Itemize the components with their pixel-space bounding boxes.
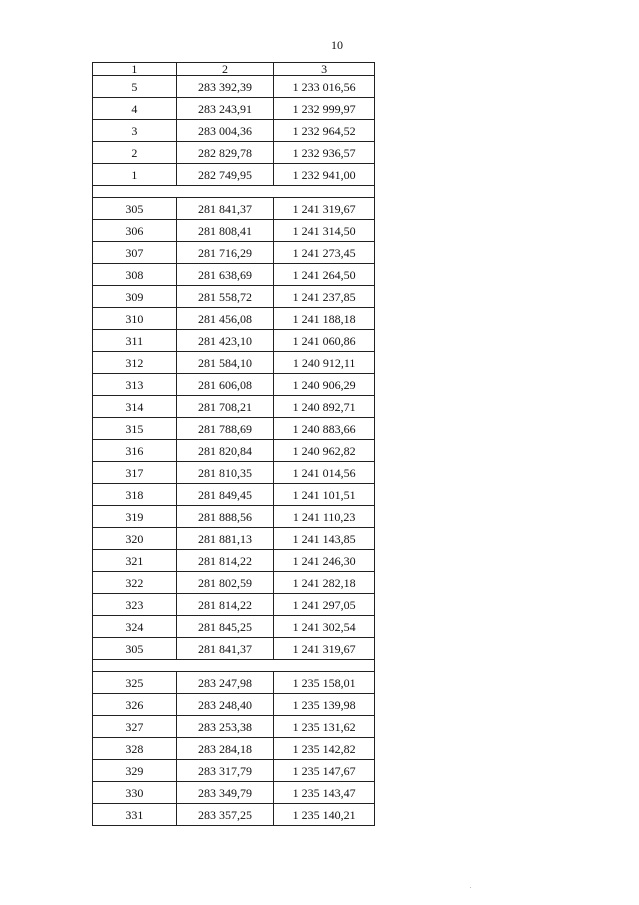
point-number-cell: 325 — [93, 672, 177, 694]
table-row — [93, 638, 375, 660]
y-coordinate-cell: 1 241 273,45 — [274, 242, 375, 264]
point-number-cell: 315 — [93, 418, 177, 440]
y-coordinate-cell: 1 241 188,18 — [274, 308, 375, 330]
group-separator-row — [93, 186, 375, 198]
table-row — [93, 550, 375, 572]
table-row — [93, 164, 375, 186]
x-coordinate-cell: 283 248,40 — [176, 694, 274, 716]
x-coordinate-cell: 281 423,10 — [176, 330, 274, 352]
page-number: 10 — [331, 38, 343, 52]
point-number-cell: 312 — [93, 352, 177, 374]
y-coordinate-cell: 1 233 016,56 — [274, 76, 375, 98]
y-coordinate-cell: 1 241 319,67 — [274, 638, 375, 660]
x-coordinate-cell: 281 881,13 — [176, 528, 274, 550]
x-coordinate-cell: 282 829,78 — [176, 142, 274, 164]
x-coordinate-cell: 281 802,59 — [176, 572, 274, 594]
y-coordinate-cell: 1 235 139,98 — [274, 694, 375, 716]
point-number-cell: 324 — [93, 616, 177, 638]
y-coordinate-cell: 1 241 246,30 — [274, 550, 375, 572]
group-separator-row — [93, 660, 375, 672]
point-number-cell: 319 — [93, 506, 177, 528]
point-number-cell: 1 — [93, 164, 177, 186]
x-coordinate-cell: 281 808,41 — [176, 220, 274, 242]
table-row — [93, 242, 375, 264]
y-coordinate-cell: 1 241 264,50 — [274, 264, 375, 286]
table-row — [93, 374, 375, 396]
x-coordinate-cell: 281 456,08 — [176, 308, 274, 330]
table-row — [93, 782, 375, 804]
x-coordinate-cell: 281 606,08 — [176, 374, 274, 396]
x-coordinate-cell: 281 558,72 — [176, 286, 274, 308]
point-number-cell: 309 — [93, 286, 177, 308]
point-number-cell: 310 — [93, 308, 177, 330]
x-coordinate-cell: 281 814,22 — [176, 550, 274, 572]
table-body — [93, 76, 375, 826]
table-header-row — [93, 63, 375, 76]
y-coordinate-cell: 1 241 143,85 — [274, 528, 375, 550]
x-coordinate-cell: 283 247,98 — [176, 672, 274, 694]
point-number-cell: 4 — [93, 98, 177, 120]
y-coordinate-cell: 1 235 140,21 — [274, 804, 375, 826]
table-row — [93, 286, 375, 308]
x-coordinate-cell: 282 749,95 — [176, 164, 274, 186]
column-header: 3 — [274, 63, 375, 76]
y-coordinate-cell: 1 240 912,11 — [274, 352, 375, 374]
y-coordinate-cell: 1 241 060,86 — [274, 330, 375, 352]
point-number-cell: 318 — [93, 484, 177, 506]
point-number-cell: 330 — [93, 782, 177, 804]
y-coordinate-cell: 1 241 014,56 — [274, 462, 375, 484]
y-coordinate-cell: 1 235 147,67 — [274, 760, 375, 782]
point-number-cell: 313 — [93, 374, 177, 396]
table-row — [93, 672, 375, 694]
table-row — [93, 572, 375, 594]
group-separator-cell — [93, 186, 375, 198]
point-number-cell: 5 — [93, 76, 177, 98]
point-number-cell: 326 — [93, 694, 177, 716]
point-number-cell: 306 — [93, 220, 177, 242]
y-coordinate-cell: 1 241 237,85 — [274, 286, 375, 308]
x-coordinate-cell: 281 708,21 — [176, 396, 274, 418]
table-row — [93, 528, 375, 550]
scan-speck — [470, 887, 471, 888]
y-coordinate-cell: 1 232 936,57 — [274, 142, 375, 164]
x-coordinate-cell: 281 820,84 — [176, 440, 274, 462]
y-coordinate-cell: 1 235 143,47 — [274, 782, 375, 804]
point-number-cell: 327 — [93, 716, 177, 738]
x-coordinate-cell: 283 392,39 — [176, 76, 274, 98]
x-coordinate-cell: 281 849,45 — [176, 484, 274, 506]
table-row — [93, 484, 375, 506]
table-row — [93, 738, 375, 760]
table-row — [93, 804, 375, 826]
y-coordinate-cell: 1 232 964,52 — [274, 120, 375, 142]
point-number-cell: 323 — [93, 594, 177, 616]
table-row — [93, 694, 375, 716]
x-coordinate-cell: 283 284,18 — [176, 738, 274, 760]
x-coordinate-cell: 281 841,37 — [176, 638, 274, 660]
column-header: 1 — [93, 63, 177, 76]
point-number-cell: 3 — [93, 120, 177, 142]
table-row — [93, 198, 375, 220]
point-number-cell: 314 — [93, 396, 177, 418]
point-number-cell: 322 — [93, 572, 177, 594]
y-coordinate-cell: 1 241 101,51 — [274, 484, 375, 506]
x-coordinate-cell: 283 357,25 — [176, 804, 274, 826]
table-row — [93, 76, 375, 98]
x-coordinate-cell: 283 004,36 — [176, 120, 274, 142]
x-coordinate-cell: 283 349,79 — [176, 782, 274, 804]
table-row — [93, 616, 375, 638]
table-row — [93, 142, 375, 164]
table-row — [93, 264, 375, 286]
y-coordinate-cell: 1 241 297,05 — [274, 594, 375, 616]
x-coordinate-cell: 283 253,38 — [176, 716, 274, 738]
y-coordinate-cell: 1 240 883,66 — [274, 418, 375, 440]
table-row — [93, 462, 375, 484]
point-number-cell: 321 — [93, 550, 177, 572]
y-coordinate-cell: 1 232 941,00 — [274, 164, 375, 186]
point-number-cell: 308 — [93, 264, 177, 286]
y-coordinate-cell: 1 240 906,29 — [274, 374, 375, 396]
table-row — [93, 760, 375, 782]
point-number-cell: 2 — [93, 142, 177, 164]
table-row — [93, 120, 375, 142]
y-coordinate-cell: 1 235 131,62 — [274, 716, 375, 738]
table-row — [93, 352, 375, 374]
y-coordinate-cell: 1 232 999,97 — [274, 98, 375, 120]
coordinates-table — [92, 62, 375, 826]
point-number-cell: 311 — [93, 330, 177, 352]
x-coordinate-cell: 281 788,69 — [176, 418, 274, 440]
point-number-cell: 329 — [93, 760, 177, 782]
table-row — [93, 594, 375, 616]
point-number-cell: 316 — [93, 440, 177, 462]
y-coordinate-cell: 1 240 962,82 — [274, 440, 375, 462]
point-number-cell: 320 — [93, 528, 177, 550]
column-header: 2 — [176, 63, 274, 76]
x-coordinate-cell: 281 638,69 — [176, 264, 274, 286]
table-row — [93, 330, 375, 352]
y-coordinate-cell: 1 241 282,18 — [274, 572, 375, 594]
x-coordinate-cell: 283 317,79 — [176, 760, 274, 782]
x-coordinate-cell: 281 810,35 — [176, 462, 274, 484]
x-coordinate-cell: 281 716,29 — [176, 242, 274, 264]
y-coordinate-cell: 1 241 314,50 — [274, 220, 375, 242]
y-coordinate-cell: 1 240 892,71 — [274, 396, 375, 418]
point-number-cell: 328 — [93, 738, 177, 760]
x-coordinate-cell: 281 584,10 — [176, 352, 274, 374]
point-number-cell: 331 — [93, 804, 177, 826]
x-coordinate-cell: 283 243,91 — [176, 98, 274, 120]
point-number-cell: 305 — [93, 198, 177, 220]
table-row — [93, 98, 375, 120]
point-number-cell: 307 — [93, 242, 177, 264]
x-coordinate-cell: 281 814,22 — [176, 594, 274, 616]
y-coordinate-cell: 1 235 142,82 — [274, 738, 375, 760]
table-row — [93, 716, 375, 738]
x-coordinate-cell: 281 841,37 — [176, 198, 274, 220]
y-coordinate-cell: 1 235 158,01 — [274, 672, 375, 694]
y-coordinate-cell: 1 241 110,23 — [274, 506, 375, 528]
group-separator-cell — [93, 660, 375, 672]
y-coordinate-cell: 1 241 302,54 — [274, 616, 375, 638]
table-row — [93, 308, 375, 330]
table-row — [93, 506, 375, 528]
x-coordinate-cell: 281 845,25 — [176, 616, 274, 638]
table-row — [93, 220, 375, 242]
x-coordinate-cell: 281 888,56 — [176, 506, 274, 528]
point-number-cell: 317 — [93, 462, 177, 484]
point-number-cell: 305 — [93, 638, 177, 660]
y-coordinate-cell: 1 241 319,67 — [274, 198, 375, 220]
table-row — [93, 440, 375, 462]
table-row — [93, 418, 375, 440]
table-row — [93, 396, 375, 418]
